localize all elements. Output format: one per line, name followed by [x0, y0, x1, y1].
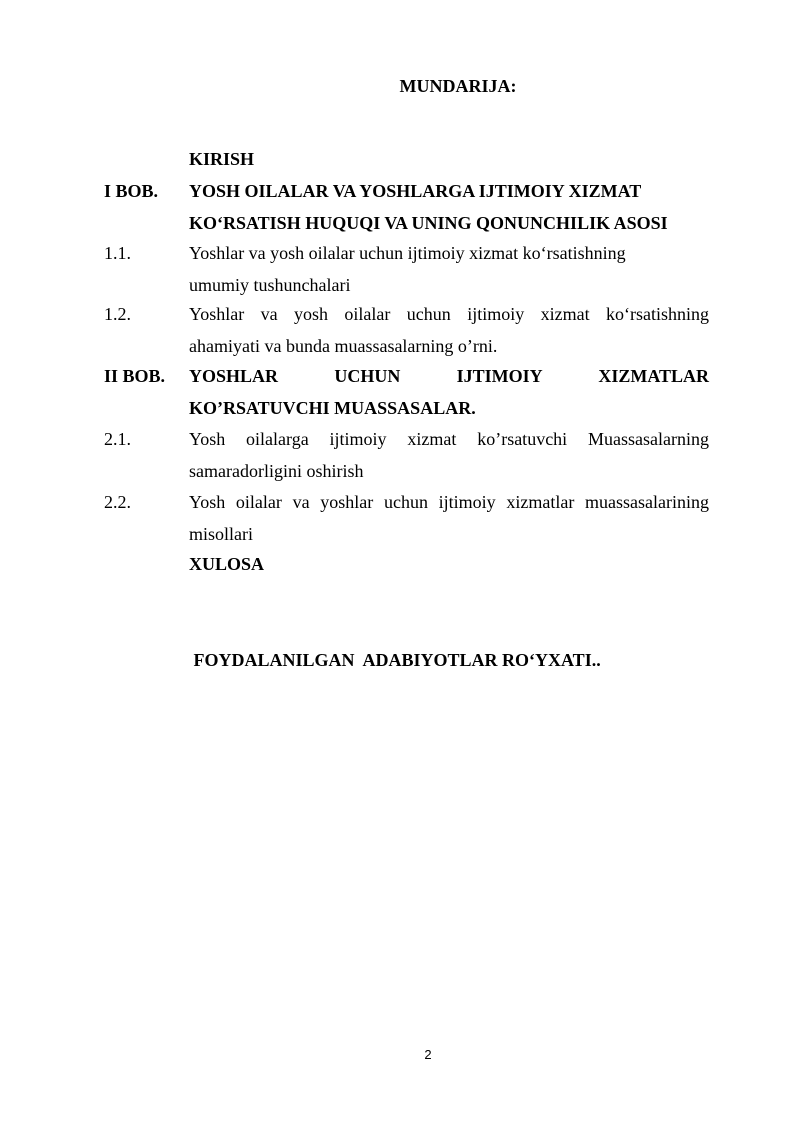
toc-entry-title: FOYDALANILGAN ADABIYOTLAR RO‘YXATI.. [189, 650, 601, 670]
toc-entry-title: Yosh oilalar va yoshlar uchun ijtimoiy xizmatlar muassasalarining misollari [189, 492, 709, 544]
toc-entry-title: Yoshlar va yosh oilalar uchun ijtimoiy xizmat ko‘rsatishning ahamiyati va bunda muassasalarning o’rni. [189, 304, 709, 356]
toc-entry-number: II BOB. [104, 366, 166, 386]
toc-entry-number: 1.2. [104, 304, 131, 324]
page-title: MUNDARIJA: [399, 76, 517, 96]
toc-entry-title: XULOSA [189, 554, 265, 574]
toc-entry-title: YOSH OILALAR VA YOSHLARGA IJTIMOIY XIZMAT KO‘RSATISH HUQUQI VA UNING QONUNCHILIK ASOSI [189, 181, 668, 233]
page-number: 2 [424, 1047, 432, 1062]
toc-entry-number: 2.2. [104, 492, 131, 512]
toc-entry-number: I BOB. [104, 181, 159, 201]
toc-entry-title: YOSHLAR UCHUN IJTIMOIY XIZMATLAR KO’RSATUVCHI MUASSASALAR. [189, 366, 709, 418]
toc-entry-number: 2.1. [104, 429, 131, 449]
toc-entry-title: KIRISH [189, 149, 255, 169]
toc-entry-number: 1.1. [104, 243, 131, 263]
toc-entry-title: Yosh oilalarga ijtimoiy xizmat ko’rsatuvchi Muassasalarning samaradorligini oshirish [189, 429, 709, 481]
toc-entry-title: Yoshlar va yosh oilalar uchun ijtimoiy xizmat ko‘rsatishning umumiy tushunchalari [189, 243, 626, 295]
